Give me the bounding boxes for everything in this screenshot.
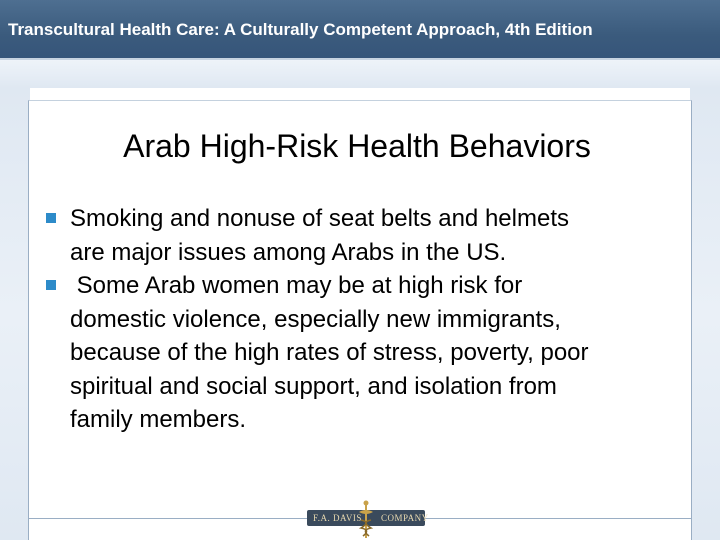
square-bullet-icon (46, 213, 56, 223)
bullet-item (46, 202, 686, 269)
header-bar (0, 0, 720, 60)
bullet-line: spiritual and social support, and isolation from (70, 372, 557, 400)
bullet-line: because of the high rates of stress, poverty, poor (70, 339, 589, 366)
slide-title: Arab High-Risk Health Behaviors (123, 128, 591, 164)
caduceus-emblem-icon (355, 500, 377, 540)
bullet-line: family members. (70, 406, 247, 433)
header-sub-bar (0, 60, 720, 88)
bullet-line: are major issues among Arabs in the US. (70, 238, 507, 266)
logo-right-text: COMPANY (381, 513, 429, 523)
bullet-list (46, 202, 686, 437)
bullet-line: Smoking and nonuse of seat belts and helmets (70, 205, 569, 232)
bullet-line: Some Arab women may be at high risk for (70, 272, 523, 299)
header-title: Transcultural Health Care: A Culturally Competent Approach, 4th Edition (8, 20, 593, 39)
fa-davis-company-logo (307, 500, 429, 540)
bullet-line: domestic violence, especially new immigrants, (70, 305, 561, 333)
square-bullet-icon (46, 280, 56, 290)
bullet-item (46, 269, 686, 437)
logo-left-text: F.A. DAVIS (313, 513, 362, 523)
